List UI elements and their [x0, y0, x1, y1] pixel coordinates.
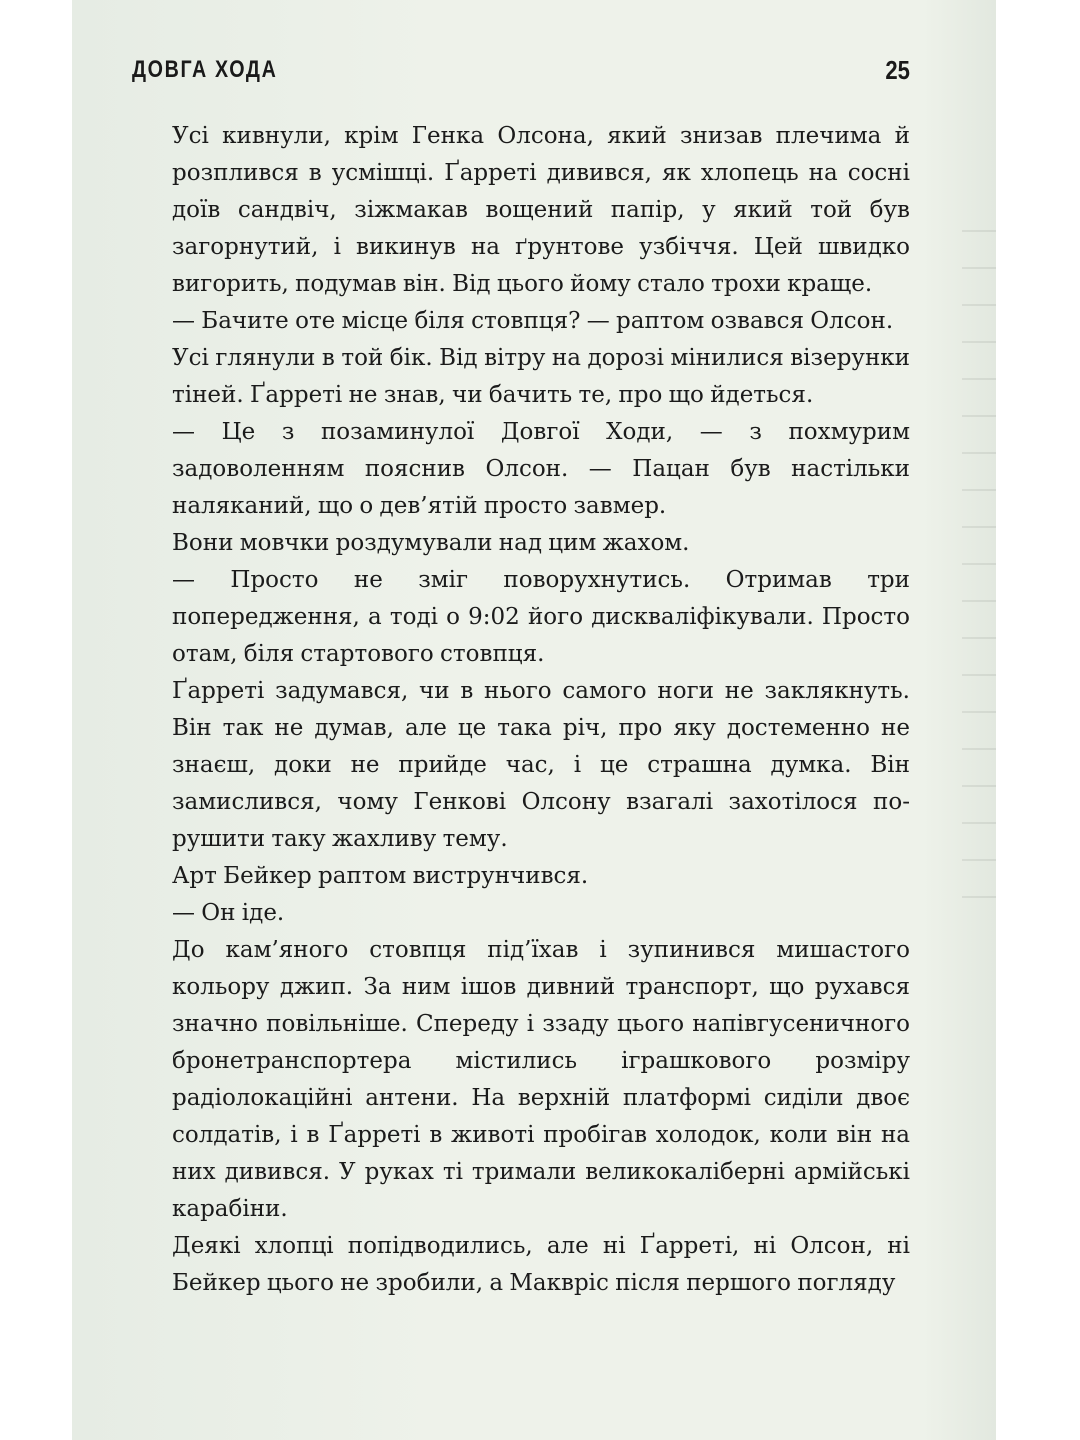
body-text — [172, 118, 910, 1302]
paragraph: Усі глянули в той бік. Від вітру на дорозі мінилися візерунки тіней. Ґарреті не знав, чи бачить те, про що йдеться. — [172, 345, 910, 408]
paragraph: — Це з позаминулої Довгої Ходи, — з похмурим задоволенням пояснив Олсон. — Пацан був настільки наляканий, що о дев’ятій просто завмер. — [172, 419, 910, 519]
paragraph: — Просто не зміг поворухнутись. Отримав три попередження, а тоді о 9:02 його дискваліфікували. Просто отам, біля стартового стовпця. — [172, 567, 910, 667]
page-header — [132, 52, 910, 88]
paragraph: Ґарреті задумався, чи в нього самого ноги не заклякнуть. Він так не думав, але це така річ, про яку достеменно не знаєш, доки не прийде час, і це страшна думка. Він замислився, чому Генкові Олсону взагалі захотілося порушити таку жахливу тему. — [172, 678, 910, 852]
running-title: ДОВГА ХОДА — [132, 56, 278, 83]
paragraph: Арт Бейкер раптом виструнчився. — [172, 863, 589, 889]
show-through-text — [962, 230, 996, 930]
paragraph: Вони мовчки роздумували над цим жахом. — [172, 530, 690, 556]
page-number: 25 — [885, 54, 910, 85]
paragraph: — Бачите оте місце біля стовпця? — раптом озвався Олсон. — [172, 308, 894, 334]
paragraph: До кам’яного стовпця під’їхав і зупинився мишастого кольору джип. За ним ішов дивний транспорт, що рухався значно повільніше. Спереду і ззаду цього напівгусеничного бронетранспортера містились іграшкового розміру радіолокаційні антени. На верхній платформі сиділи двоє солдатів, і в Ґарреті в животі пробігав холодок, коли він на них дивився. У руках ті тримали великокаліберні армійські карабіни. — [172, 937, 910, 1222]
paragraph: Усі кивнули, крім Генка Олсона, який знизав плечима й розплився в усмішці. Ґарреті дивився, як хлопець на сосні доїв сандвіч, зіжмакав вощений папір, у який той був загорнутий, і викинув на ґрунтове узбіччя. Цей швидко вигорить, подумав він. Від цього йому стало трохи краще. — [172, 123, 910, 297]
paragraph: Деякі хлопці попідводились, але ні Ґарреті, ні Олсон, ні Бейкер цього не зробили, а Маквріс після першого погляду — [172, 1233, 910, 1296]
book-page — [72, 0, 996, 1440]
paragraph: — Он іде. — [172, 900, 285, 926]
